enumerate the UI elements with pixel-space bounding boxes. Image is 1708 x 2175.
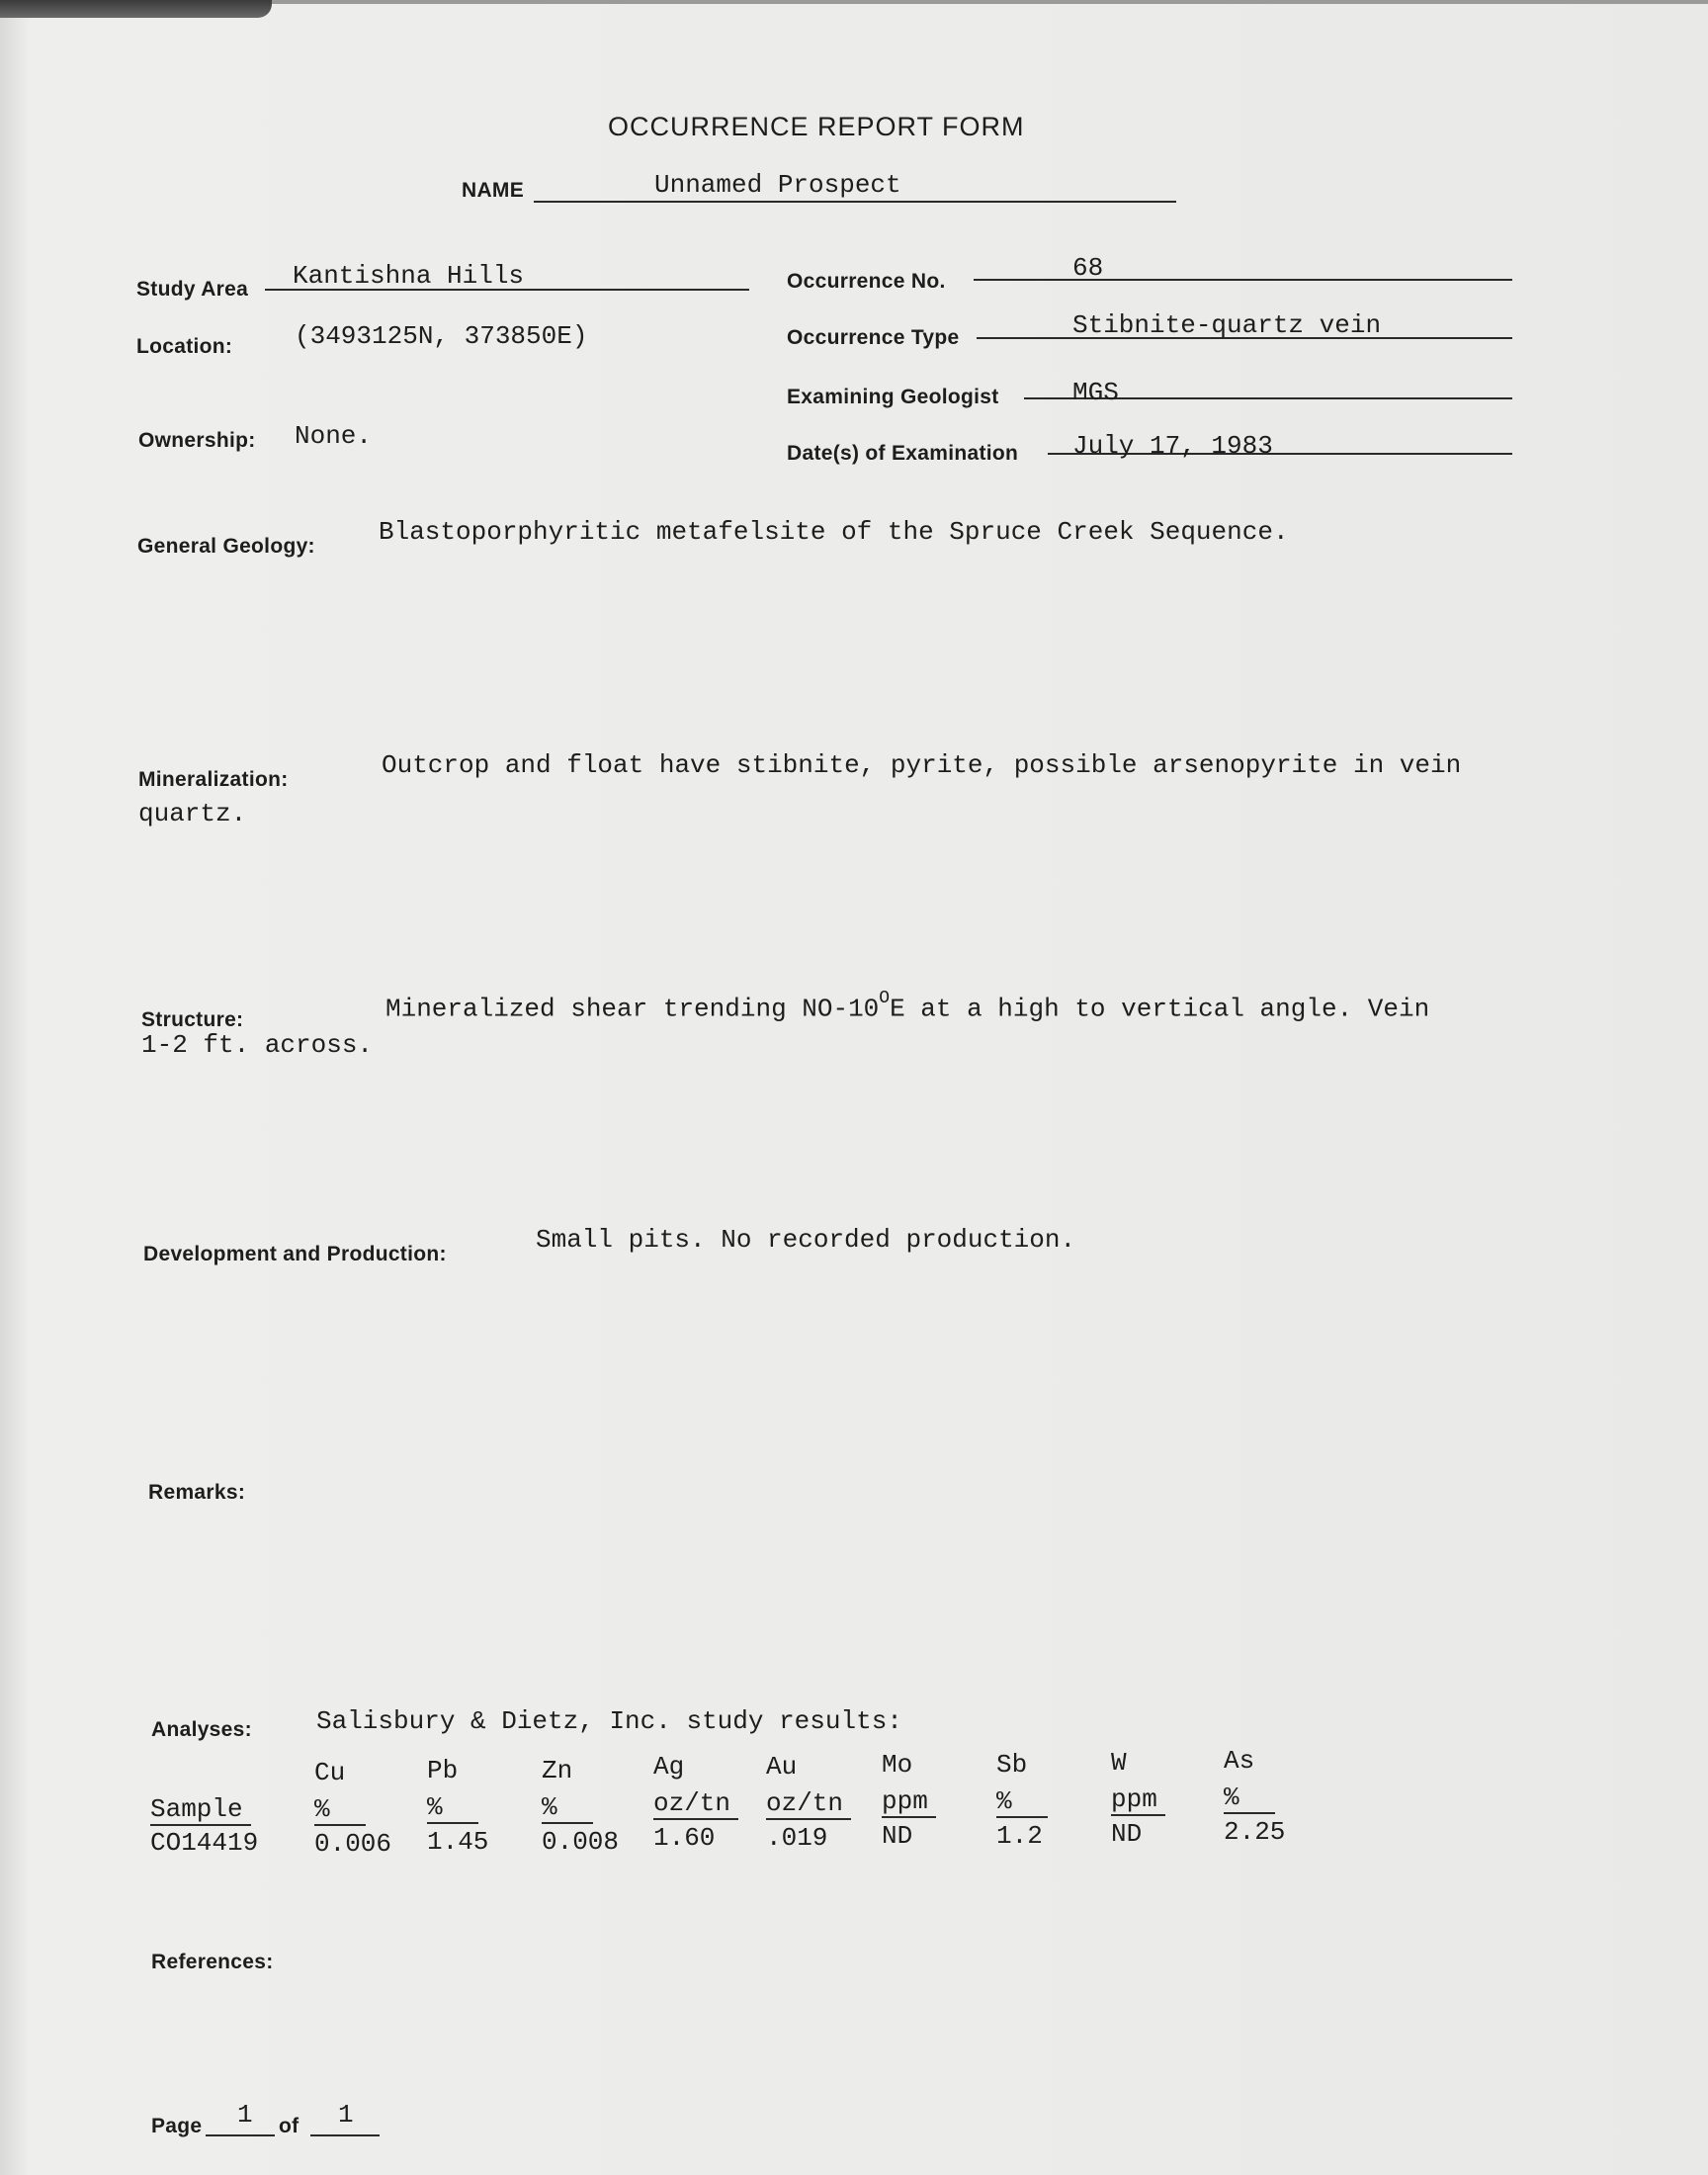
- development-value: Small pits. No recorded production.: [536, 1225, 1076, 1255]
- analysis-value: ND: [1111, 1819, 1143, 1849]
- analysis-value: 1.2: [996, 1821, 1043, 1851]
- name-line: [534, 201, 1176, 203]
- analysis-unit: %: [996, 1786, 1048, 1818]
- examining-geologist-value: MGS: [1072, 378, 1119, 407]
- analyses-sample-id: CO14419: [150, 1828, 259, 1858]
- analysis-value: 0.008: [542, 1827, 620, 1857]
- form-title: OCCURRENCE REPORT FORM: [608, 112, 1025, 141]
- analysis-unit: %: [314, 1794, 366, 1826]
- study-area-label: Study Area: [136, 278, 249, 301]
- name-label: NAME: [462, 179, 525, 202]
- analysis-element: Ag: [653, 1752, 685, 1782]
- remarks-label: Remarks:: [148, 1481, 246, 1504]
- degree-superscript: O: [879, 989, 891, 1008]
- analysis-value: 1.45: [427, 1827, 489, 1857]
- scan-edge: [272, 0, 1708, 4]
- analysis-element: Mo: [882, 1750, 913, 1780]
- analyses-source: Salisbury & Dietz, Inc. study results:: [316, 1706, 902, 1736]
- examining-geologist-label: Examining Geologist: [787, 386, 999, 408]
- analysis-unit: %: [1224, 1783, 1275, 1814]
- page-total: 1: [338, 2100, 354, 2130]
- page-current: 1: [237, 2100, 253, 2130]
- page-total-line: [310, 2134, 380, 2136]
- structure-line1-b: E at a high to vertical angle. Vein: [890, 994, 1430, 1024]
- analysis-value: ND: [882, 1821, 913, 1851]
- analysis-element: Pb: [427, 1756, 459, 1785]
- page-label: Page: [151, 2115, 203, 2137]
- general-geology-value: Blastoporphyritic metafelsite of the Spruce Creek Sequence.: [379, 517, 1289, 547]
- analysis-unit: %: [542, 1792, 593, 1824]
- analysis-element: Sb: [996, 1750, 1028, 1780]
- analyses-label: Analyses:: [151, 1718, 252, 1741]
- analysis-element: Au: [766, 1752, 798, 1782]
- mineralization-line1: Outcrop and float have stibnite, pyrite, possible arsenopyrite in vein: [382, 750, 1462, 780]
- analysis-value: .019: [766, 1823, 828, 1853]
- dates-of-examination-label: Date(s) of Examination: [787, 442, 1019, 465]
- analysis-element: Cu: [314, 1758, 346, 1787]
- occurrence-type-value: Stibnite-quartz vein: [1072, 310, 1382, 340]
- page-current-line: [206, 2134, 275, 2136]
- occurrence-no-line: [974, 279, 1512, 281]
- analysis-value: 0.006: [314, 1829, 392, 1859]
- name-value: Unnamed Prospect: [654, 170, 901, 200]
- mineralization-line2: quartz.: [138, 799, 247, 828]
- occurrence-no-value: 68: [1072, 253, 1104, 283]
- structure-line2: 1-2 ft. across.: [141, 1030, 374, 1060]
- development-label: Development and Production:: [143, 1243, 447, 1265]
- structure-line1: [385, 989, 1430, 1024]
- structure-label: Structure:: [141, 1008, 244, 1031]
- location-value: (3493125N, 373850E): [295, 321, 588, 351]
- general-geology-label: General Geology:: [137, 535, 315, 558]
- dates-of-examination-value: July 17, 1983: [1072, 431, 1273, 461]
- analysis-element: Zn: [542, 1756, 573, 1785]
- analysis-unit: ppm: [882, 1786, 936, 1818]
- occurrence-type-label: Occurrence Type: [787, 326, 960, 349]
- study-area-value: Kantishna Hills: [293, 261, 525, 291]
- ownership-label: Ownership:: [138, 429, 256, 452]
- analysis-unit: %: [427, 1792, 478, 1824]
- ownership-value: None.: [295, 421, 373, 451]
- analysis-unit: oz/tn: [766, 1788, 851, 1820]
- structure-line1-a: Mineralized shear trending NO-10: [385, 994, 880, 1024]
- analyses-sample-header: Sample: [150, 1794, 251, 1826]
- mineralization-label: Mineralization:: [138, 768, 289, 791]
- location-label: Location:: [136, 335, 233, 358]
- occurrence-no-label: Occurrence No.: [787, 270, 946, 293]
- analysis-element: W: [1111, 1748, 1127, 1778]
- references-label: References:: [151, 1951, 274, 1973]
- scan-corner: [0, 0, 272, 18]
- page-of-label: of: [279, 2115, 299, 2137]
- analysis-element: As: [1224, 1746, 1255, 1776]
- analysis-unit: oz/tn: [653, 1788, 738, 1820]
- analysis-value: 1.60: [653, 1823, 716, 1853]
- analysis-unit: ppm: [1111, 1784, 1165, 1816]
- analysis-value: 2.25: [1224, 1817, 1286, 1847]
